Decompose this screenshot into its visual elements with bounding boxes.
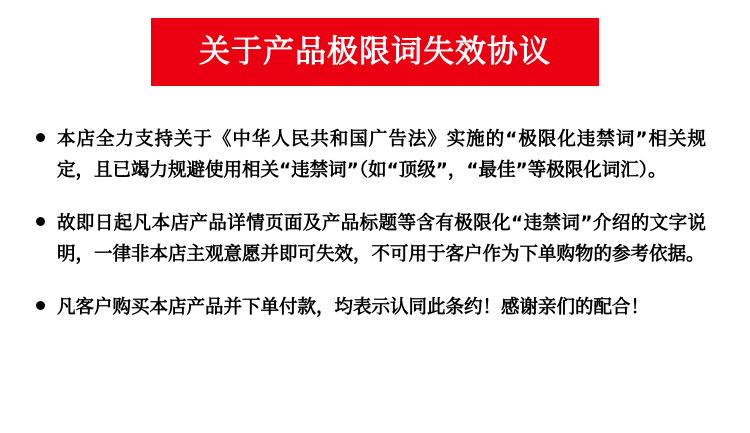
bullet-icon: [36, 217, 45, 226]
list-item-text: 本店全力支持关于《中华人民共和国广告法》实施的“极限化违禁词”相关规定，且已竭力规避使用相关“违禁词”（如“顶级”，“最佳”等极限化词汇）。: [57, 129, 706, 181]
title-banner: [151, 18, 599, 86]
bullet-icon: [36, 301, 45, 310]
page-title: 关于产品极限词失效协议: [199, 33, 551, 70]
list-item: [36, 292, 706, 323]
agreement-list: [0, 124, 750, 323]
bullet-icon: [36, 133, 45, 142]
agreement-page: [0, 18, 750, 433]
list-item: [36, 208, 706, 270]
list-item-text: 故即日起凡本店产品详情页面及产品标题等含有极限化“违禁词”介绍的文字说明，一律非本店主观意愿并即可失效，不可用于客户作为下单购物的参考依据。: [57, 213, 706, 265]
list-item-text: 凡客户购买本店产品并下单付款，均表示认同此条约！感谢亲们的配合！: [57, 297, 650, 318]
list-item: [36, 124, 706, 186]
